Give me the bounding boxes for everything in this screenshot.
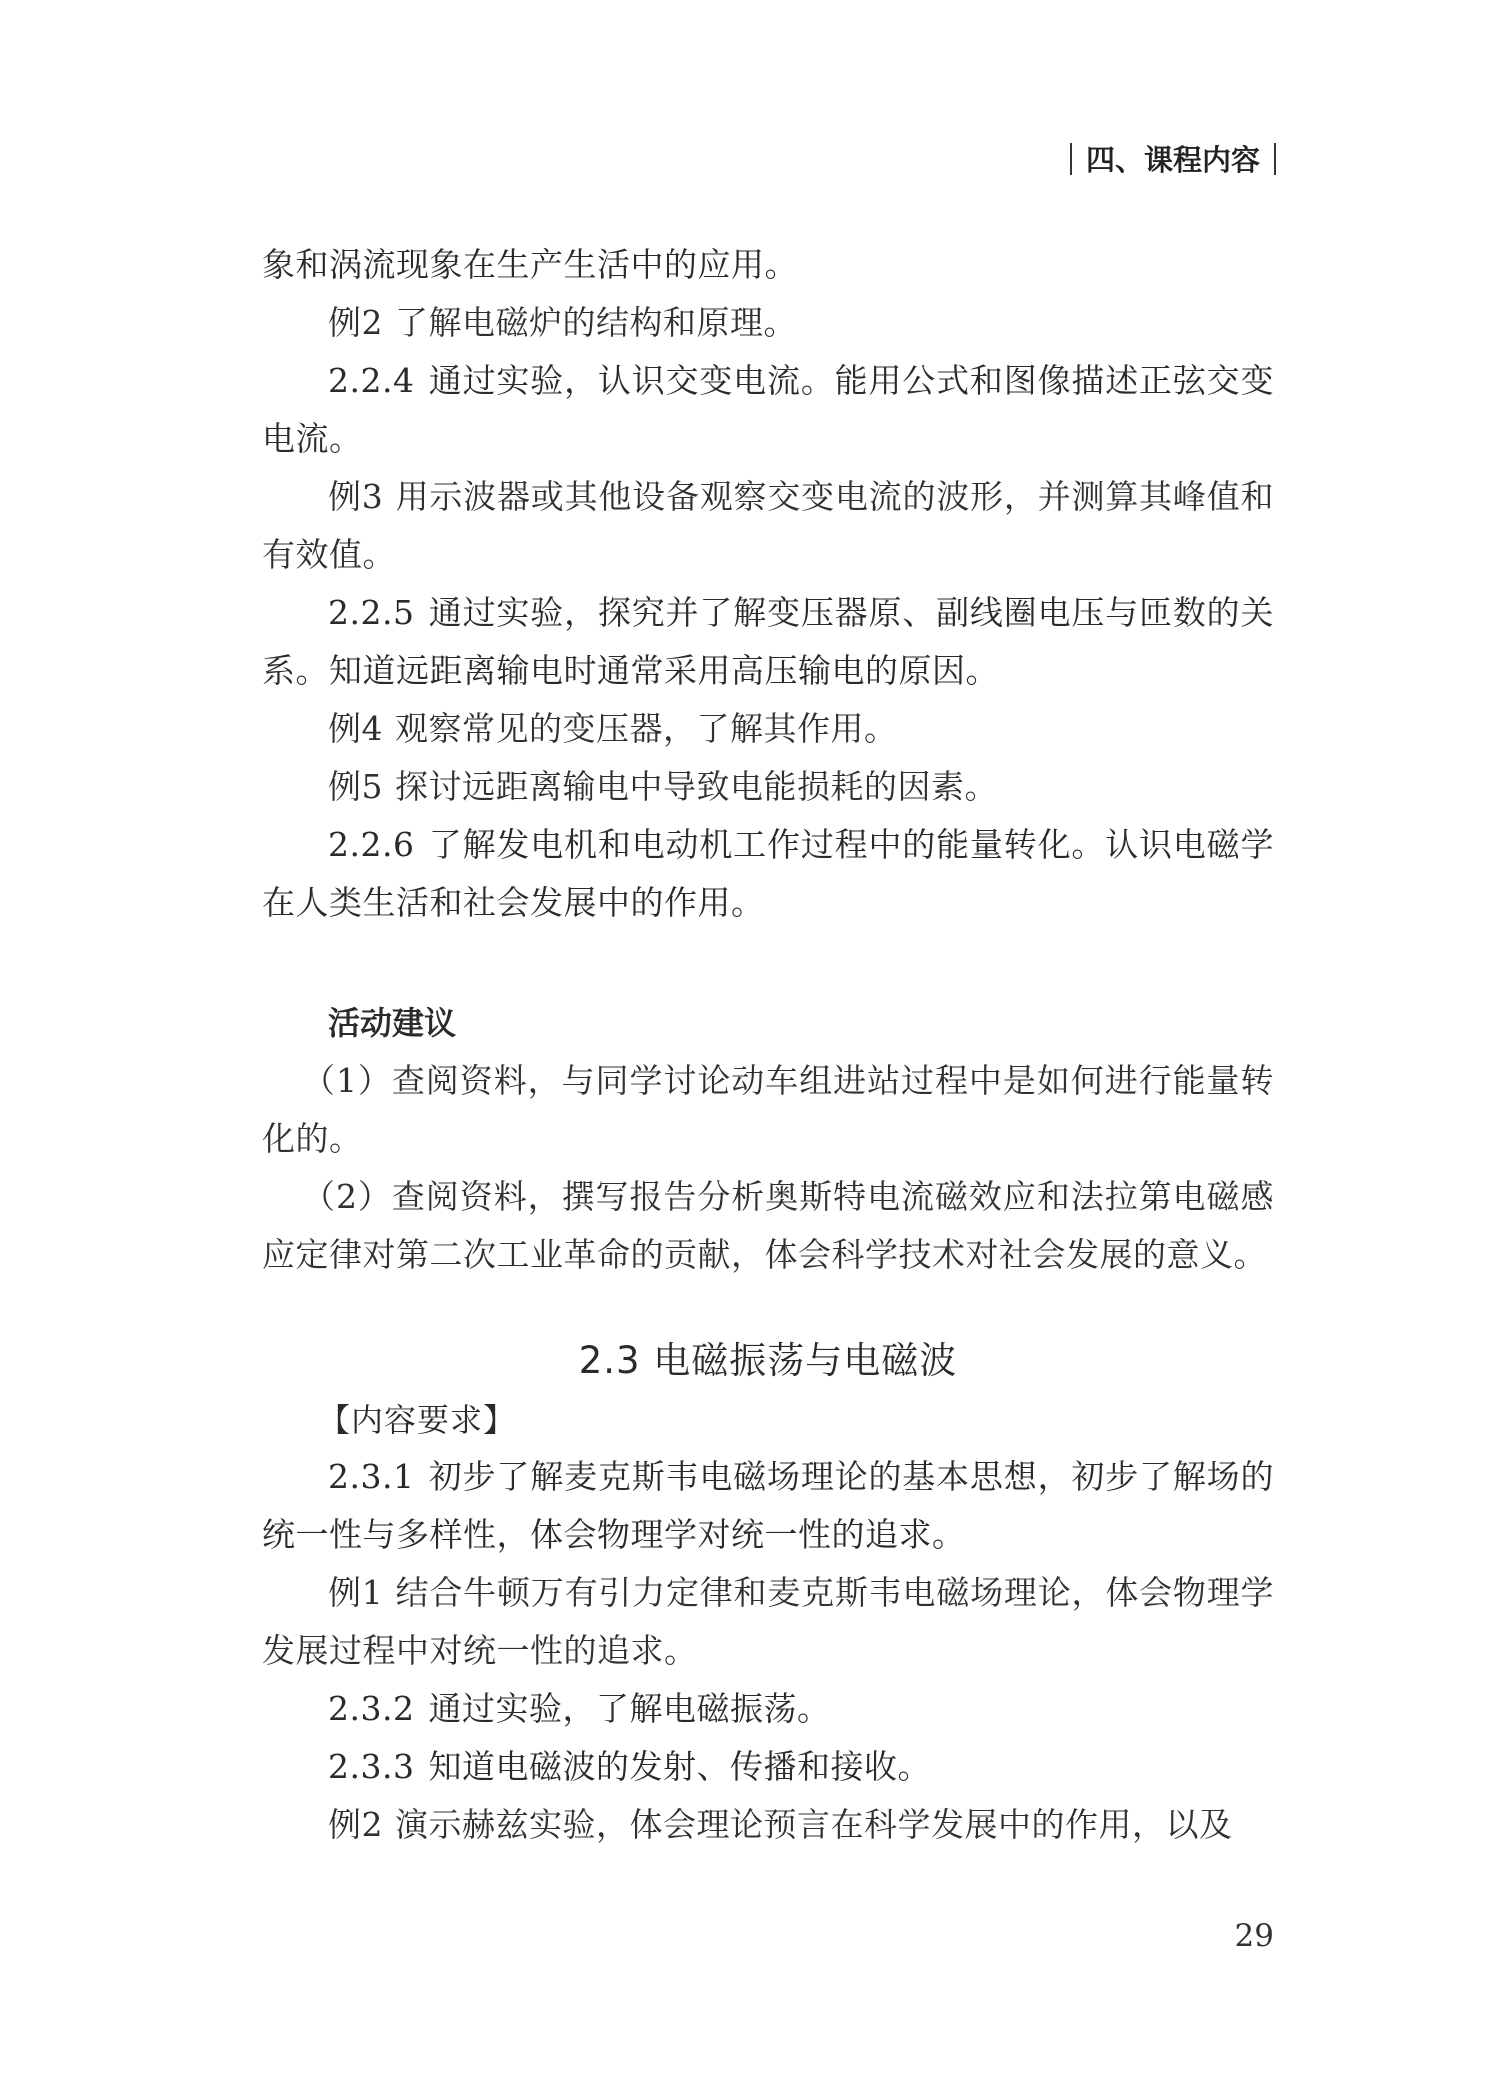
example-text: 结合牛顿万有引力定律和麦克斯韦电磁场理论，体会物理学发展过程中对统一性的追求。 bbox=[262, 1573, 1275, 1670]
requirement-text: 初步了解麦克斯韦电磁场理论的基本思想，初步了解场的统一性与多样性，体会物理学对统一性的追求。 bbox=[262, 1457, 1274, 1554]
example-2 bbox=[262, 294, 1274, 352]
example-text: 探讨远距离输电中导致电能损耗的因素。 bbox=[395, 767, 998, 806]
requirement-text: 知道电磁波的发射、传播和接收。 bbox=[428, 1747, 931, 1786]
requirement-2-3-3 bbox=[262, 1738, 1274, 1796]
requirement-number: 2.2.5 bbox=[328, 593, 415, 632]
requirement-2-3-1 bbox=[262, 1448, 1274, 1564]
page-number: 29 bbox=[1234, 1918, 1274, 1954]
activity-item-1: （1）查阅资料，与同学讨论动车组进站过程中是如何进行能量转化的。 bbox=[262, 1061, 1274, 1158]
section-title: 2.3 电磁振荡与电磁波 bbox=[578, 1339, 958, 1382]
example-tag: 例3 bbox=[328, 477, 384, 516]
requirement-2-2-6 bbox=[262, 816, 1274, 932]
example-3 bbox=[262, 468, 1274, 584]
requirement-2-2-4 bbox=[262, 352, 1274, 468]
content-requirements-heading: 【内容要求】 bbox=[318, 1401, 517, 1439]
example-2-section-2-3 bbox=[262, 1796, 1274, 1854]
activity-heading: 活动建议 bbox=[328, 1004, 457, 1042]
running-header bbox=[1070, 138, 1276, 179]
example-4 bbox=[262, 700, 1274, 758]
header-divider-right bbox=[1274, 143, 1276, 175]
example-text: 观察常见的变压器，了解其作用。 bbox=[395, 709, 898, 748]
requirement-text: 了解发电机和电动机工作过程中的能量转化。认识电磁学在人类生活和社会发展中的作用。 bbox=[262, 825, 1274, 922]
example-tag: 例5 bbox=[328, 767, 383, 806]
example-text: 了解电磁炉的结构和原理。 bbox=[395, 303, 797, 342]
requirement-number: 2.3.1 bbox=[328, 1457, 415, 1496]
requirement-text: 通过实验，认识交变电流。能用公式和图像描述正弦交变电流。 bbox=[262, 361, 1274, 458]
example-text: 用示波器或其他设备观察交变电流的波形，并测算其峰值和有效值。 bbox=[262, 477, 1275, 574]
example-text: 演示赫兹实验，体会理论预言在科学发展中的作用，以及 bbox=[395, 1805, 1233, 1844]
header-section-title: 四、课程内容 bbox=[1085, 143, 1260, 177]
paragraph-continuation: 象和涡流现象在生产生活中的应用。 bbox=[262, 245, 798, 284]
example-tag: 例1 bbox=[328, 1573, 384, 1612]
page-body bbox=[262, 236, 1274, 1854]
example-1 bbox=[262, 1564, 1274, 1680]
requirement-number: 2.2.6 bbox=[328, 825, 415, 864]
activity-item-2: （2）查阅资料，撰写报告分析奥斯特电流磁效应和法拉第电磁感应定律对第二次工业革命的贡献，体会科学技术对社会发展的意义。 bbox=[262, 1177, 1274, 1274]
requirement-number: 2.3.3 bbox=[328, 1747, 415, 1786]
example-5 bbox=[262, 758, 1274, 816]
example-tag: 例4 bbox=[328, 709, 383, 748]
requirement-number: 2.3.2 bbox=[328, 1689, 415, 1728]
header-divider-left bbox=[1070, 143, 1072, 175]
example-tag: 例2 bbox=[328, 303, 383, 342]
requirement-2-2-5 bbox=[262, 584, 1274, 700]
requirement-text: 通过实验，了解电磁振荡。 bbox=[428, 1689, 831, 1728]
requirement-2-3-2 bbox=[262, 1680, 1274, 1738]
requirement-text: 通过实验，探究并了解变压器原、副线圈电压与匝数的关系。知道远距离输电时通常采用高压输电的原因。 bbox=[262, 593, 1274, 690]
example-tag: 例2 bbox=[328, 1805, 383, 1844]
requirement-number: 2.2.4 bbox=[328, 361, 415, 400]
